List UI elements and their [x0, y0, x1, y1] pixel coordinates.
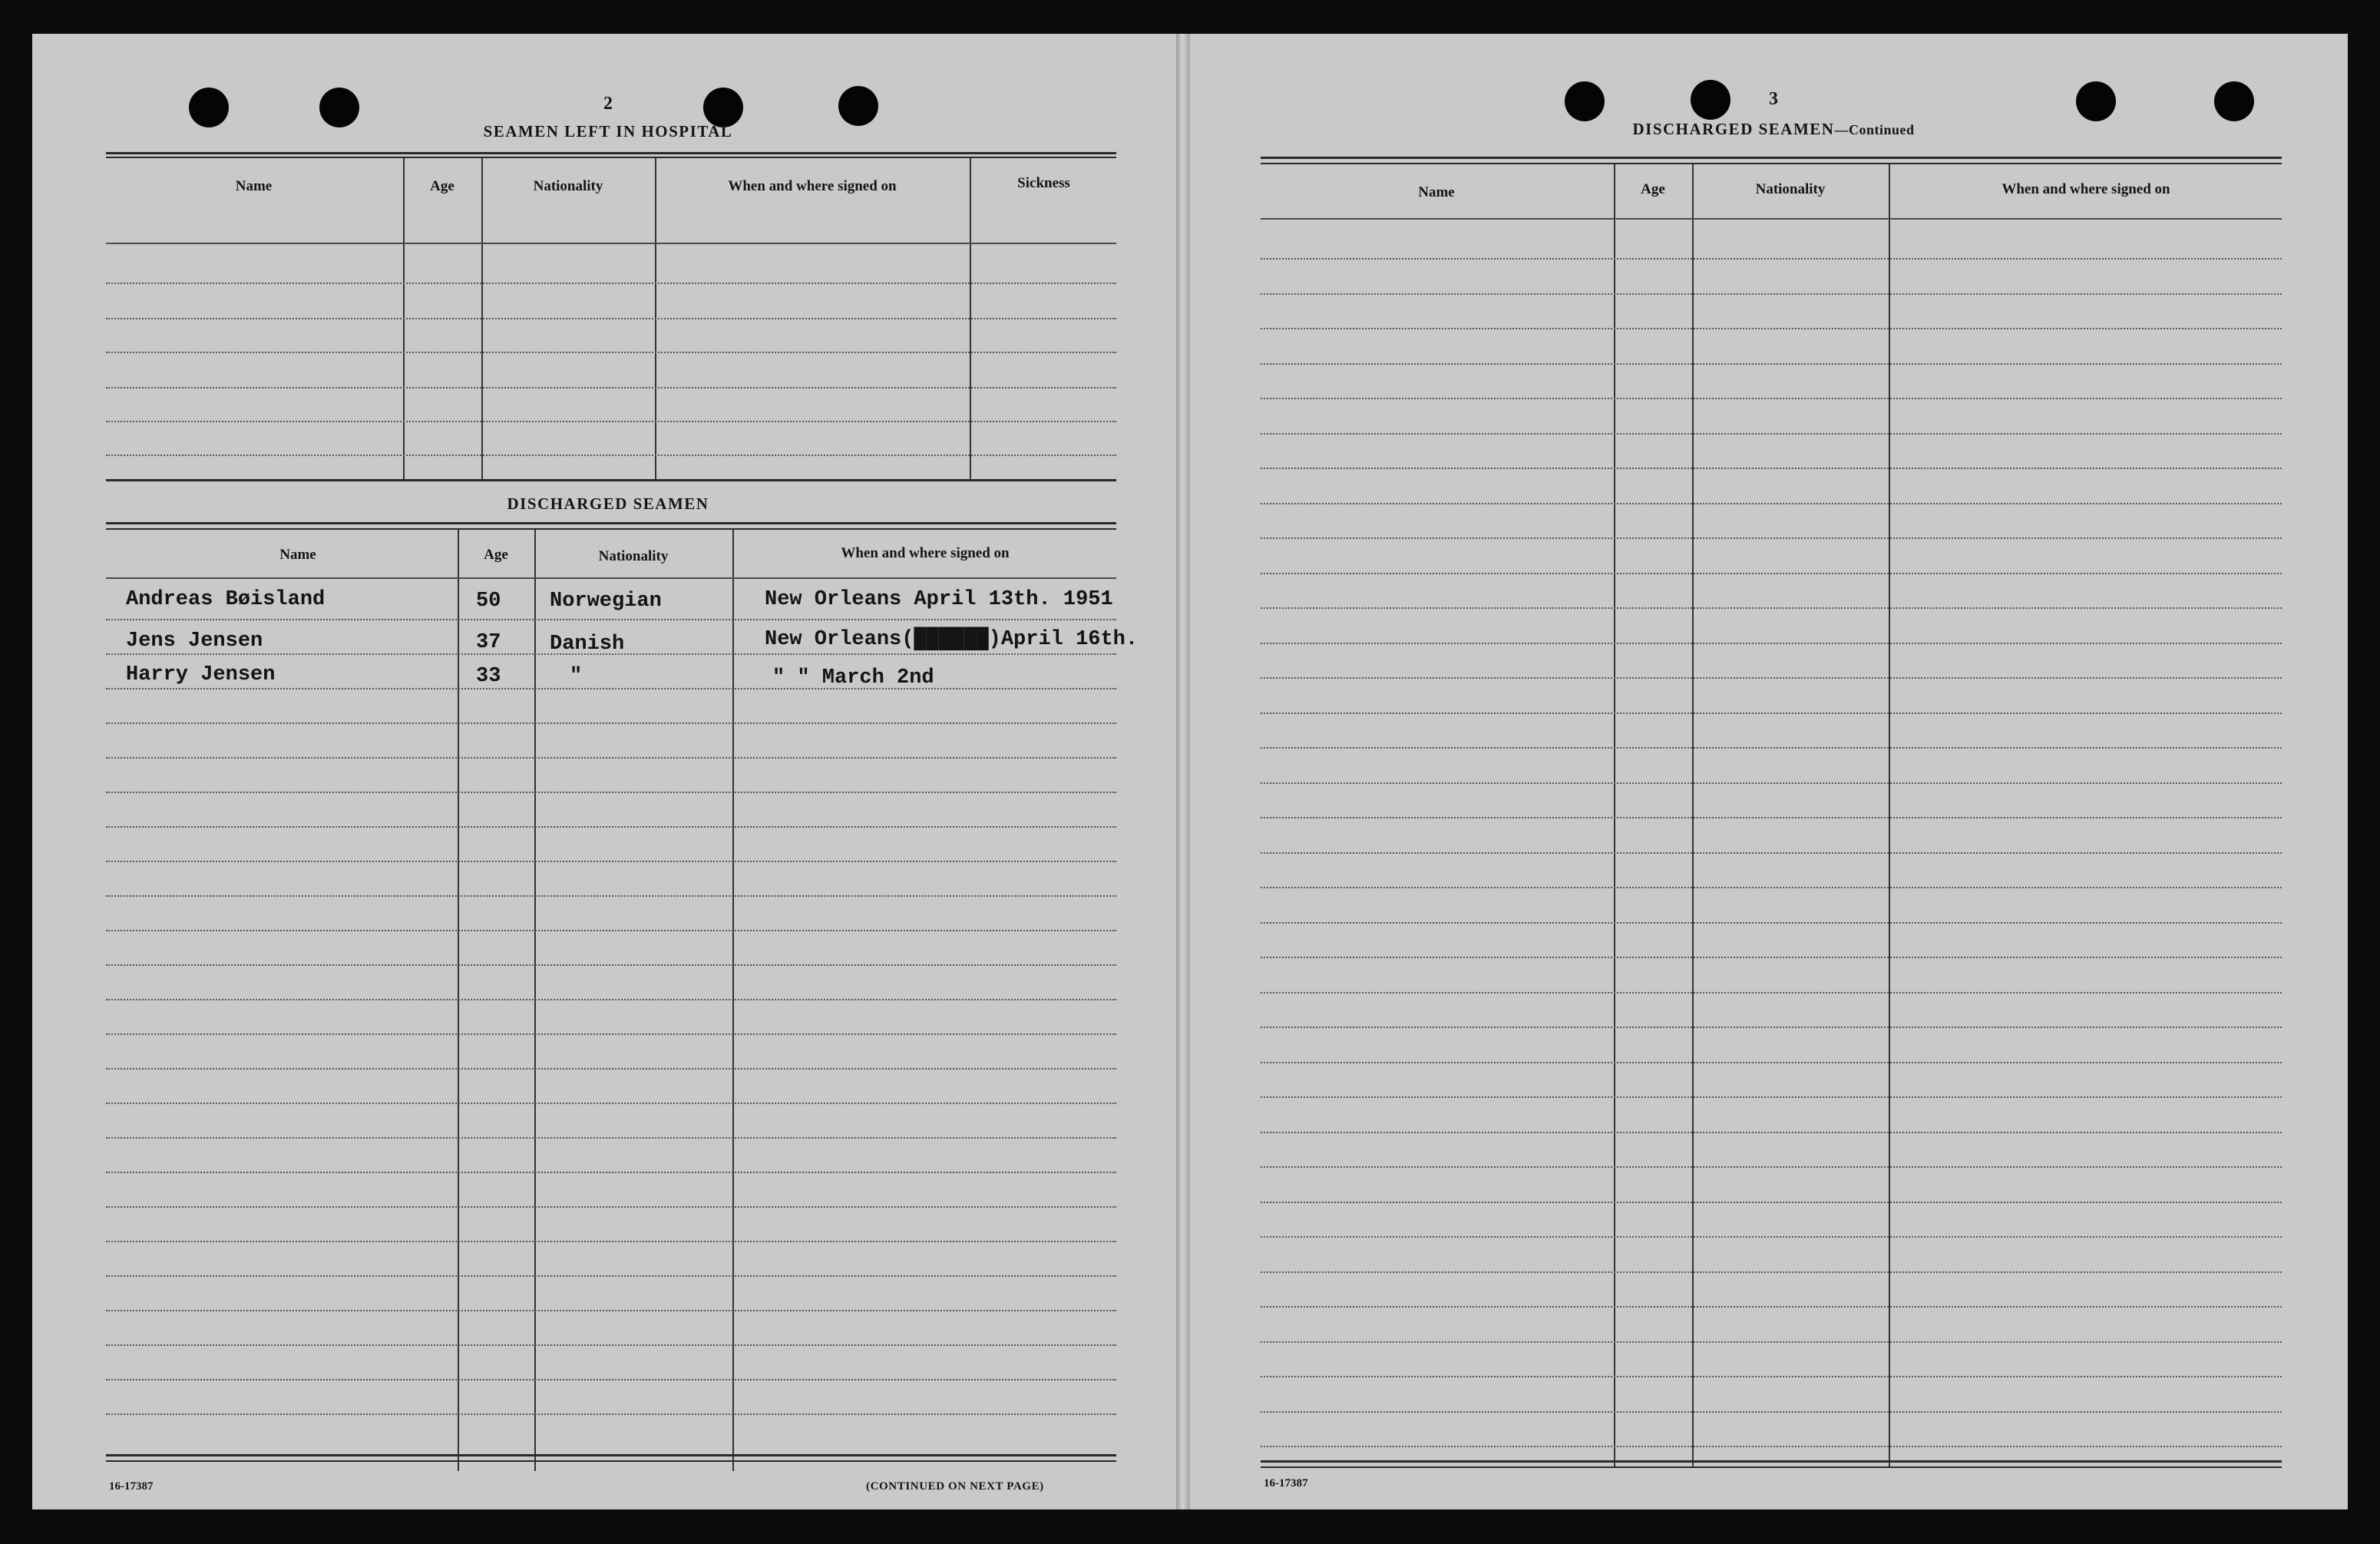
row-rule — [1261, 1236, 2282, 1238]
discharged-header-name: Name — [279, 547, 316, 563]
row-rule — [1261, 1096, 2282, 1098]
section-rule — [106, 157, 1116, 158]
row-rule — [106, 1275, 1116, 1277]
continued-note: (CONTINUED ON NEXT PAGE) — [866, 1480, 1044, 1493]
punch-hole — [1565, 81, 1605, 121]
discharged-row-nationality: Danish — [550, 633, 625, 656]
hospital-header-age: Age — [430, 178, 455, 194]
section-rule — [1261, 1466, 2282, 1468]
row-rule — [1261, 782, 2282, 784]
row-rule — [1261, 1027, 2282, 1028]
row-rule — [106, 1068, 1116, 1070]
row-rule — [1261, 1202, 2282, 1203]
hospital-header-sickness: Sickness — [1017, 175, 1070, 191]
column-divider — [534, 530, 536, 1471]
row-rule — [106, 619, 1116, 620]
discharged-row-age: 37 — [476, 631, 501, 654]
discharged-row-signed-on: " " March 2nd — [772, 666, 934, 689]
row-rule — [106, 895, 1116, 897]
row-rule — [1261, 573, 2282, 574]
row-rule — [106, 1103, 1116, 1104]
row-rule — [106, 1137, 1116, 1139]
section-rule — [106, 528, 1116, 530]
section-rule — [106, 1460, 1116, 1462]
section-rule — [1261, 1460, 2282, 1463]
row-rule — [106, 455, 1116, 456]
row-rule — [106, 722, 1116, 724]
row-rule — [1261, 398, 2282, 399]
row-rule — [106, 688, 1116, 689]
hospital-header-name: Name — [235, 178, 273, 194]
row-rule — [106, 964, 1116, 966]
row-rule — [1261, 258, 2282, 260]
punch-hole — [1691, 80, 1730, 120]
row-rule — [106, 999, 1116, 1000]
row-rule — [106, 1033, 1116, 1035]
discharged-row-signed-on: New Orleans(██████)April 16th. — [765, 628, 1139, 651]
row-rule — [106, 1379, 1116, 1380]
row-rule — [1261, 328, 2282, 329]
continued-header-signed-on: When and where signed on — [2002, 181, 2170, 197]
hospital-header-signed-on: When and where signed on — [728, 178, 897, 194]
row-rule — [1261, 1446, 2282, 1447]
row-rule — [106, 653, 1116, 655]
row-rule — [1261, 677, 2282, 679]
hospital-section-title: SEAMEN LEFT IN HOSPITAL — [483, 122, 733, 141]
row-rule — [106, 352, 1116, 353]
section-rule — [1261, 163, 2282, 164]
row-rule — [1261, 537, 2282, 539]
row-rule — [1261, 992, 2282, 994]
right-page — [1190, 34, 2348, 1509]
row-rule — [1261, 1271, 2282, 1273]
row-rule — [1261, 887, 2282, 888]
row-rule — [1261, 1062, 2282, 1063]
discharged-header-nationality: Nationality — [598, 548, 669, 564]
title-main: DISCHARGED SEAMEN — [1632, 120, 1835, 138]
row-rule — [106, 577, 1116, 579]
row-rule — [106, 387, 1116, 388]
row-rule — [106, 930, 1116, 931]
discharged-row-name: Harry Jensen — [126, 663, 276, 686]
row-rule — [1261, 957, 2282, 958]
page-number: 2 — [603, 94, 613, 114]
row-rule — [106, 1344, 1116, 1346]
form-number: 16-17387 — [109, 1480, 154, 1493]
hospital-header-nationality: Nationality — [533, 178, 603, 194]
row-rule — [106, 1413, 1116, 1415]
row-rule — [106, 243, 1116, 244]
punch-hole — [838, 86, 878, 126]
row-rule — [106, 283, 1116, 284]
row-rule — [1261, 712, 2282, 714]
row-rule — [1261, 1166, 2282, 1168]
page-fold — [1176, 34, 1190, 1509]
row-rule — [1261, 1306, 2282, 1308]
row-rule — [106, 318, 1116, 319]
row-rule — [106, 757, 1116, 759]
continued-header-nationality: Nationality — [1755, 181, 1826, 197]
discharged-row-age: 50 — [476, 590, 501, 613]
discharged-header-signed-on: When and where signed on — [841, 545, 1010, 561]
row-rule — [1261, 747, 2282, 749]
row-rule — [106, 421, 1116, 422]
discharged-row-name: Jens Jensen — [126, 630, 263, 653]
row-rule — [1261, 922, 2282, 924]
row-rule — [1261, 1411, 2282, 1413]
row-rule — [1261, 363, 2282, 365]
row-rule — [106, 826, 1116, 828]
row-rule — [1261, 817, 2282, 818]
discharged-row-name: Andreas Bøisland — [126, 588, 326, 611]
form-number: 16-17387 — [1264, 1477, 1308, 1489]
section-rule — [106, 522, 1116, 524]
continued-header-age: Age — [1641, 181, 1665, 197]
row-rule — [1261, 607, 2282, 609]
punch-hole — [2076, 81, 2116, 121]
left-page — [32, 34, 1176, 1509]
punch-hole — [319, 88, 359, 127]
page-number: 3 — [1769, 89, 1778, 109]
row-rule — [1261, 468, 2282, 469]
section-rule — [106, 479, 1116, 481]
punch-hole — [189, 88, 229, 127]
column-divider — [458, 530, 459, 1471]
row-rule — [1261, 1132, 2282, 1133]
row-rule — [106, 1172, 1116, 1173]
punch-hole — [2214, 81, 2254, 121]
discharged-section-title: DISCHARGED SEAMEN — [507, 494, 709, 513]
row-rule — [106, 861, 1116, 862]
discharged-row-signed-on: New Orleans April 13th. 1951 — [765, 588, 1113, 611]
discharged-continued-title — [1543, 120, 2004, 139]
section-rule — [106, 1454, 1116, 1456]
title-suffix: —Continued — [1834, 122, 1915, 137]
row-rule — [1261, 433, 2282, 435]
section-rule — [1261, 157, 2282, 159]
row-rule — [1261, 1341, 2282, 1343]
row-rule — [1261, 293, 2282, 295]
column-divider — [732, 530, 734, 1471]
row-rule — [1261, 503, 2282, 504]
row-rule — [106, 1206, 1116, 1208]
row-rule — [106, 1310, 1116, 1311]
row-rule — [1261, 1376, 2282, 1377]
discharged-row-nationality: Norwegian — [550, 590, 662, 613]
row-rule — [1261, 643, 2282, 644]
continued-header-name: Name — [1418, 184, 1455, 200]
discharged-header-age: Age — [484, 547, 508, 563]
row-rule — [1261, 218, 2282, 220]
discharged-row-nationality: " — [570, 665, 583, 688]
row-rule — [106, 792, 1116, 793]
row-rule — [106, 1241, 1116, 1242]
row-rule — [1261, 852, 2282, 854]
section-rule — [106, 152, 1116, 154]
discharged-row-age: 33 — [476, 665, 501, 688]
